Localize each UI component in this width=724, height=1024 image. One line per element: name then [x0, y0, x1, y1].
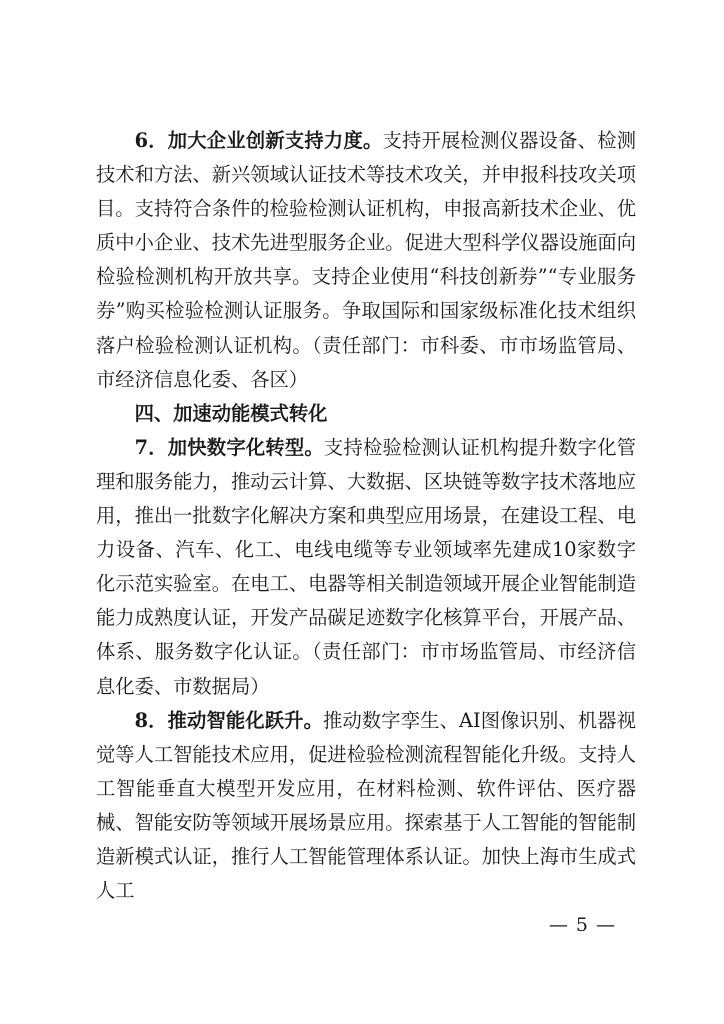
- item-8-lead: 8．推动智能化跃升。: [134, 708, 324, 732]
- paragraph-item-8: [96, 704, 636, 909]
- item-8-text: 推动数字孪生、AI图像识别、机器视觉等人工智能技术应用，促进检验检测流程智能化升级。支持人工智能垂直大模型开发应用，在材料检测、软件评估、医疗器械、智能安防等领域开展场景应用。探索基于人工智能的智能制造新模式认证，推行人工智能管理体系认证。加快上海市生成式人工: [96, 708, 636, 903]
- paragraph-item-6: [96, 124, 636, 397]
- paragraph-item-7: [96, 431, 636, 704]
- page-number: — 5 —: [548, 914, 616, 936]
- item-6-lead: 6．加大企业创新支持力度。: [134, 129, 383, 152]
- section-heading-4: 四、加速动能模式转化: [134, 401, 328, 425]
- item-6-text: 支持开展检测仪器设备、检测技术和方法、新兴领域认证技术等技术攻关，并申报科技攻关项目。支持符合条件的检验检测认证机构，申报高新技术企业、优质中小企业、技术先进型服务企业。促进大型科学仪器设施面向检验检测机构开放共享。支持企业使用“科技创新券”“专业服务券”购买检验检测认证服务。争取国际和国家级标准化技术组织落户检验检测认证机构。（责任部门：市科委、市市场监管局、市经济信息化委、各区）: [96, 129, 636, 391]
- item-7-lead: 7．加快数字化转型。: [134, 435, 324, 459]
- body-text: [96, 124, 636, 908]
- item-7-text: 支持检验检测认证机构提升数字化管理和服务能力，推动云计算、大数据、区块链等数字技术落地应用，推出一批数字化解决方案和典型应用场景，在建设工程、电力设备、汽车、化工、电线电缆等专业领域率先建成10家数字化示范实验室。在电工、电器等相关制造领域开展企业智能制造能力成熟度认证，开发产品碳足迹数字化核算平台，开展产品、体系、服务数字化认证。（责任部门：市市场监管局、市经济信息化委、市数据局）: [96, 435, 636, 698]
